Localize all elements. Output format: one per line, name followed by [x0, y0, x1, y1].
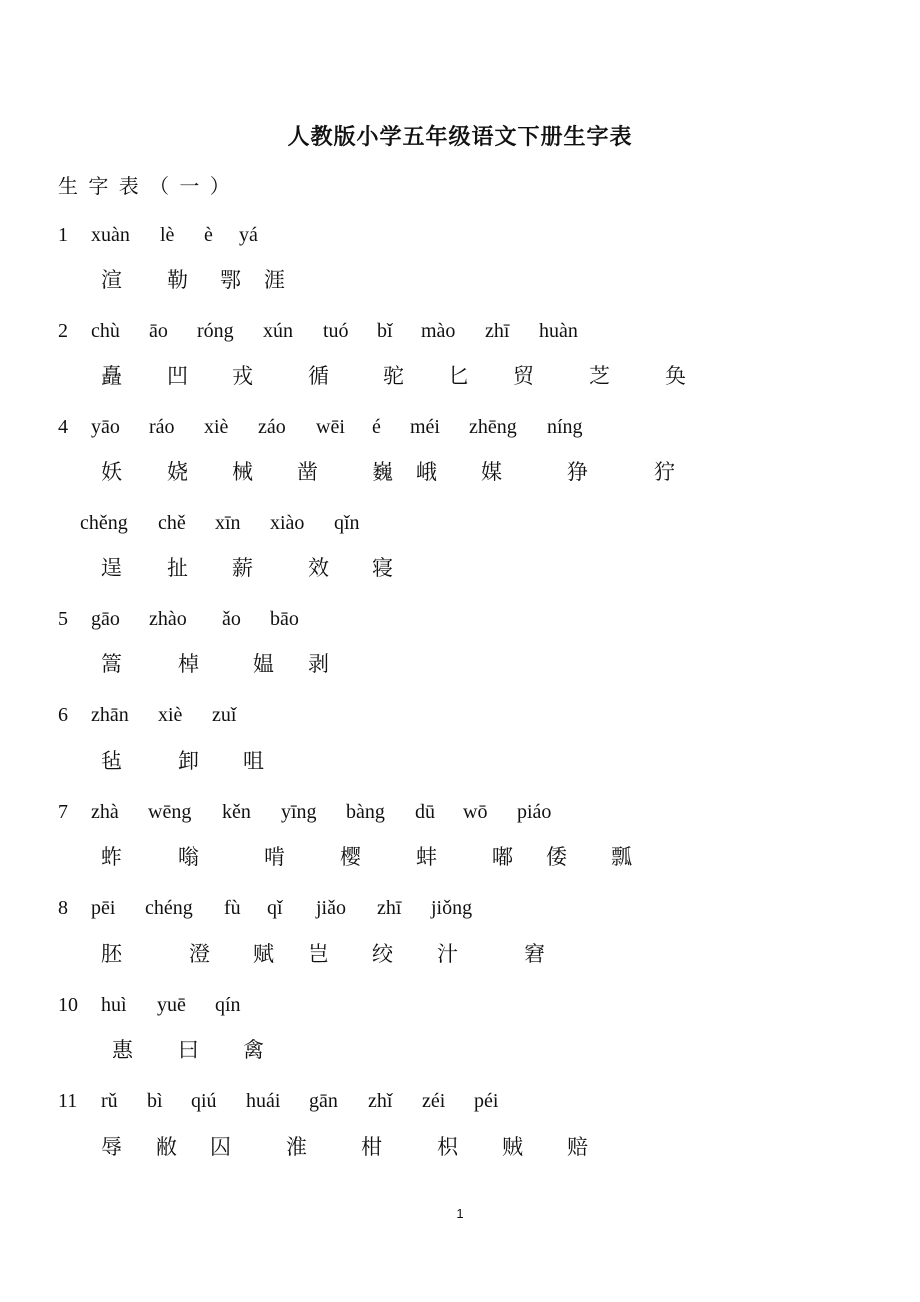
hanzi-character: 效 [308, 556, 329, 580]
pinyin: wēng [148, 801, 192, 823]
pinyin: jiǒng [431, 897, 473, 919]
hanzi-character: 赔 [567, 1135, 588, 1159]
hanzi-character: 棹 [178, 652, 199, 676]
hanzi-character: 汁 [437, 942, 458, 966]
hanzi-character: 剥 [308, 652, 329, 676]
pinyin: huái [246, 1090, 281, 1112]
hanzi-character: 寝 [372, 556, 393, 580]
pinyin: zhǐ [368, 1090, 393, 1112]
hanzi-character: 媪 [253, 652, 274, 676]
pinyin: zhī [485, 320, 510, 342]
hanzi-character: 狰 [567, 460, 588, 484]
hanzi-character: 瓢 [611, 845, 632, 869]
hanzi-character: 匕 [448, 364, 469, 388]
hanzi-character: 啃 [264, 845, 285, 869]
hanzi-character: 篙 [101, 652, 122, 676]
lesson-number: 8 [58, 897, 68, 919]
pinyin: zéi [422, 1090, 446, 1112]
hanzi-character: 卸 [178, 749, 199, 773]
pinyin: záo [258, 416, 286, 438]
hanzi-character: 嘟 [492, 845, 513, 869]
lesson-number: 5 [58, 608, 68, 630]
pinyin: jiǎo [316, 897, 346, 919]
hanzi-character: 毡 [101, 749, 122, 773]
pinyin: piáo [517, 801, 552, 823]
hanzi-character: 峨 [416, 460, 437, 484]
hanzi-character: 凹 [167, 364, 188, 388]
lesson-number: 2 [58, 320, 68, 342]
hanzi-character: 鄂 [220, 268, 241, 292]
hanzi-character: 贼 [502, 1135, 523, 1159]
pinyin: yīng [281, 801, 317, 823]
pinyin: ǎo [222, 608, 241, 630]
pinyin: chù [91, 320, 120, 342]
hanzi-character: 妖 [101, 460, 122, 484]
hanzi-character: 嗡 [178, 845, 199, 869]
hanzi-character: 奂 [665, 364, 686, 388]
pinyin: xuàn [91, 224, 130, 246]
hanzi-character: 矗 [101, 364, 122, 388]
hanzi-character: 凿 [297, 460, 318, 484]
pinyin: qǐ [267, 897, 283, 919]
pinyin: qiú [191, 1090, 217, 1112]
pinyin: zhà [91, 801, 119, 823]
pinyin: xiè [204, 416, 229, 438]
pinyin: huì [101, 994, 127, 1016]
lesson-number: 7 [58, 801, 68, 823]
hanzi-character: 蚱 [101, 845, 122, 869]
pinyin: wō [463, 801, 488, 823]
hanzi-character: 辱 [101, 1135, 122, 1159]
hanzi-character: 囚 [210, 1135, 231, 1159]
pinyin: huàn [539, 320, 578, 342]
hanzi-character: 媒 [481, 460, 502, 484]
pinyin: bǐ [377, 320, 393, 342]
hanzi-character: 渲 [101, 268, 122, 292]
hanzi-character: 薪 [232, 556, 253, 580]
hanzi-character: 涯 [264, 268, 285, 292]
pinyin: qǐn [334, 512, 360, 534]
hanzi-character: 扯 [167, 556, 188, 580]
hanzi-character: 胚 [101, 942, 122, 966]
hanzi-character: 狞 [654, 460, 675, 484]
pinyin: qín [215, 994, 241, 1016]
lesson-number: 6 [58, 704, 68, 726]
pinyin: méi [410, 416, 440, 438]
hanzi-character: 枳 [437, 1135, 458, 1159]
hanzi-character: 窘 [524, 942, 545, 966]
hanzi-character: 巍 [372, 460, 393, 484]
pinyin: xīn [215, 512, 241, 534]
hanzi-character: 禽 [243, 1038, 264, 1062]
pinyin: bàng [346, 801, 385, 823]
pinyin: mào [421, 320, 456, 342]
pinyin: pēi [91, 897, 116, 919]
hanzi-character: 惠 [112, 1038, 133, 1062]
hanzi-character: 倭 [546, 845, 567, 869]
hanzi-character: 柑 [361, 1135, 382, 1159]
page-title: 人教版小学五年级语文下册生字表 [287, 124, 633, 149]
pinyin: kěn [222, 801, 251, 823]
pinyin: péi [474, 1090, 499, 1112]
pinyin: zuǐ [212, 704, 237, 726]
pinyin: chě [158, 512, 186, 534]
pinyin: zhào [149, 608, 187, 630]
hanzi-character: 戎 [232, 364, 253, 388]
hanzi-character: 逞 [101, 556, 122, 580]
pinyin: āo [149, 320, 168, 342]
pinyin: é [372, 416, 381, 438]
hanzi-character: 樱 [340, 845, 361, 869]
hanzi-character: 澄 [189, 942, 210, 966]
pinyin: rǔ [101, 1090, 118, 1112]
pinyin: chéng [145, 897, 193, 919]
lesson-number: 4 [58, 416, 68, 438]
hanzi-character: 赋 [253, 942, 274, 966]
hanzi-character: 循 [308, 364, 329, 388]
pinyin: ráo [149, 416, 175, 438]
lesson-number: 10 [58, 994, 78, 1016]
pinyin: dū [415, 801, 435, 823]
pinyin: róng [197, 320, 234, 342]
hanzi-character: 贸 [513, 364, 534, 388]
hanzi-character: 芝 [589, 364, 610, 388]
pinyin: bāo [270, 608, 299, 630]
pinyin: yāo [91, 416, 120, 438]
hanzi-character: 咀 [243, 749, 264, 773]
pinyin: bì [147, 1090, 163, 1112]
pinyin: chěng [80, 512, 128, 534]
hanzi-character: 曰 [178, 1038, 199, 1062]
pinyin: yá [239, 224, 258, 246]
pinyin: zhī [377, 897, 402, 919]
pinyin: wēi [316, 416, 345, 438]
pinyin: zhān [91, 704, 129, 726]
pinyin: fù [224, 897, 241, 919]
pinyin: tuó [323, 320, 349, 342]
hanzi-character: 淮 [286, 1135, 307, 1159]
hanzi-character: 械 [232, 460, 253, 484]
hanzi-character: 勒 [167, 268, 188, 292]
pinyin: níng [547, 416, 583, 438]
pinyin: xiào [270, 512, 305, 534]
section-subtitle: 生 字 表 （ 一 ） [58, 174, 232, 198]
hanzi-character: 岂 [308, 942, 329, 966]
hanzi-character: 蚌 [416, 845, 437, 869]
pinyin: zhēng [469, 416, 517, 438]
pinyin: lè [160, 224, 175, 246]
hanzi-character: 驼 [383, 364, 404, 388]
page-number: 1 [456, 1206, 464, 1221]
lesson-number: 11 [58, 1090, 78, 1112]
hanzi-character: 娆 [167, 460, 188, 484]
hanzi-character: 绞 [372, 942, 393, 966]
pinyin: yuē [157, 994, 186, 1016]
lesson-number: 1 [58, 224, 68, 246]
pinyin: è [204, 224, 213, 246]
pinyin: gāo [91, 608, 120, 630]
pinyin: xún [263, 320, 293, 342]
hanzi-character: 敝 [156, 1135, 177, 1159]
pinyin: gān [309, 1090, 338, 1112]
pinyin: xiè [158, 704, 183, 726]
